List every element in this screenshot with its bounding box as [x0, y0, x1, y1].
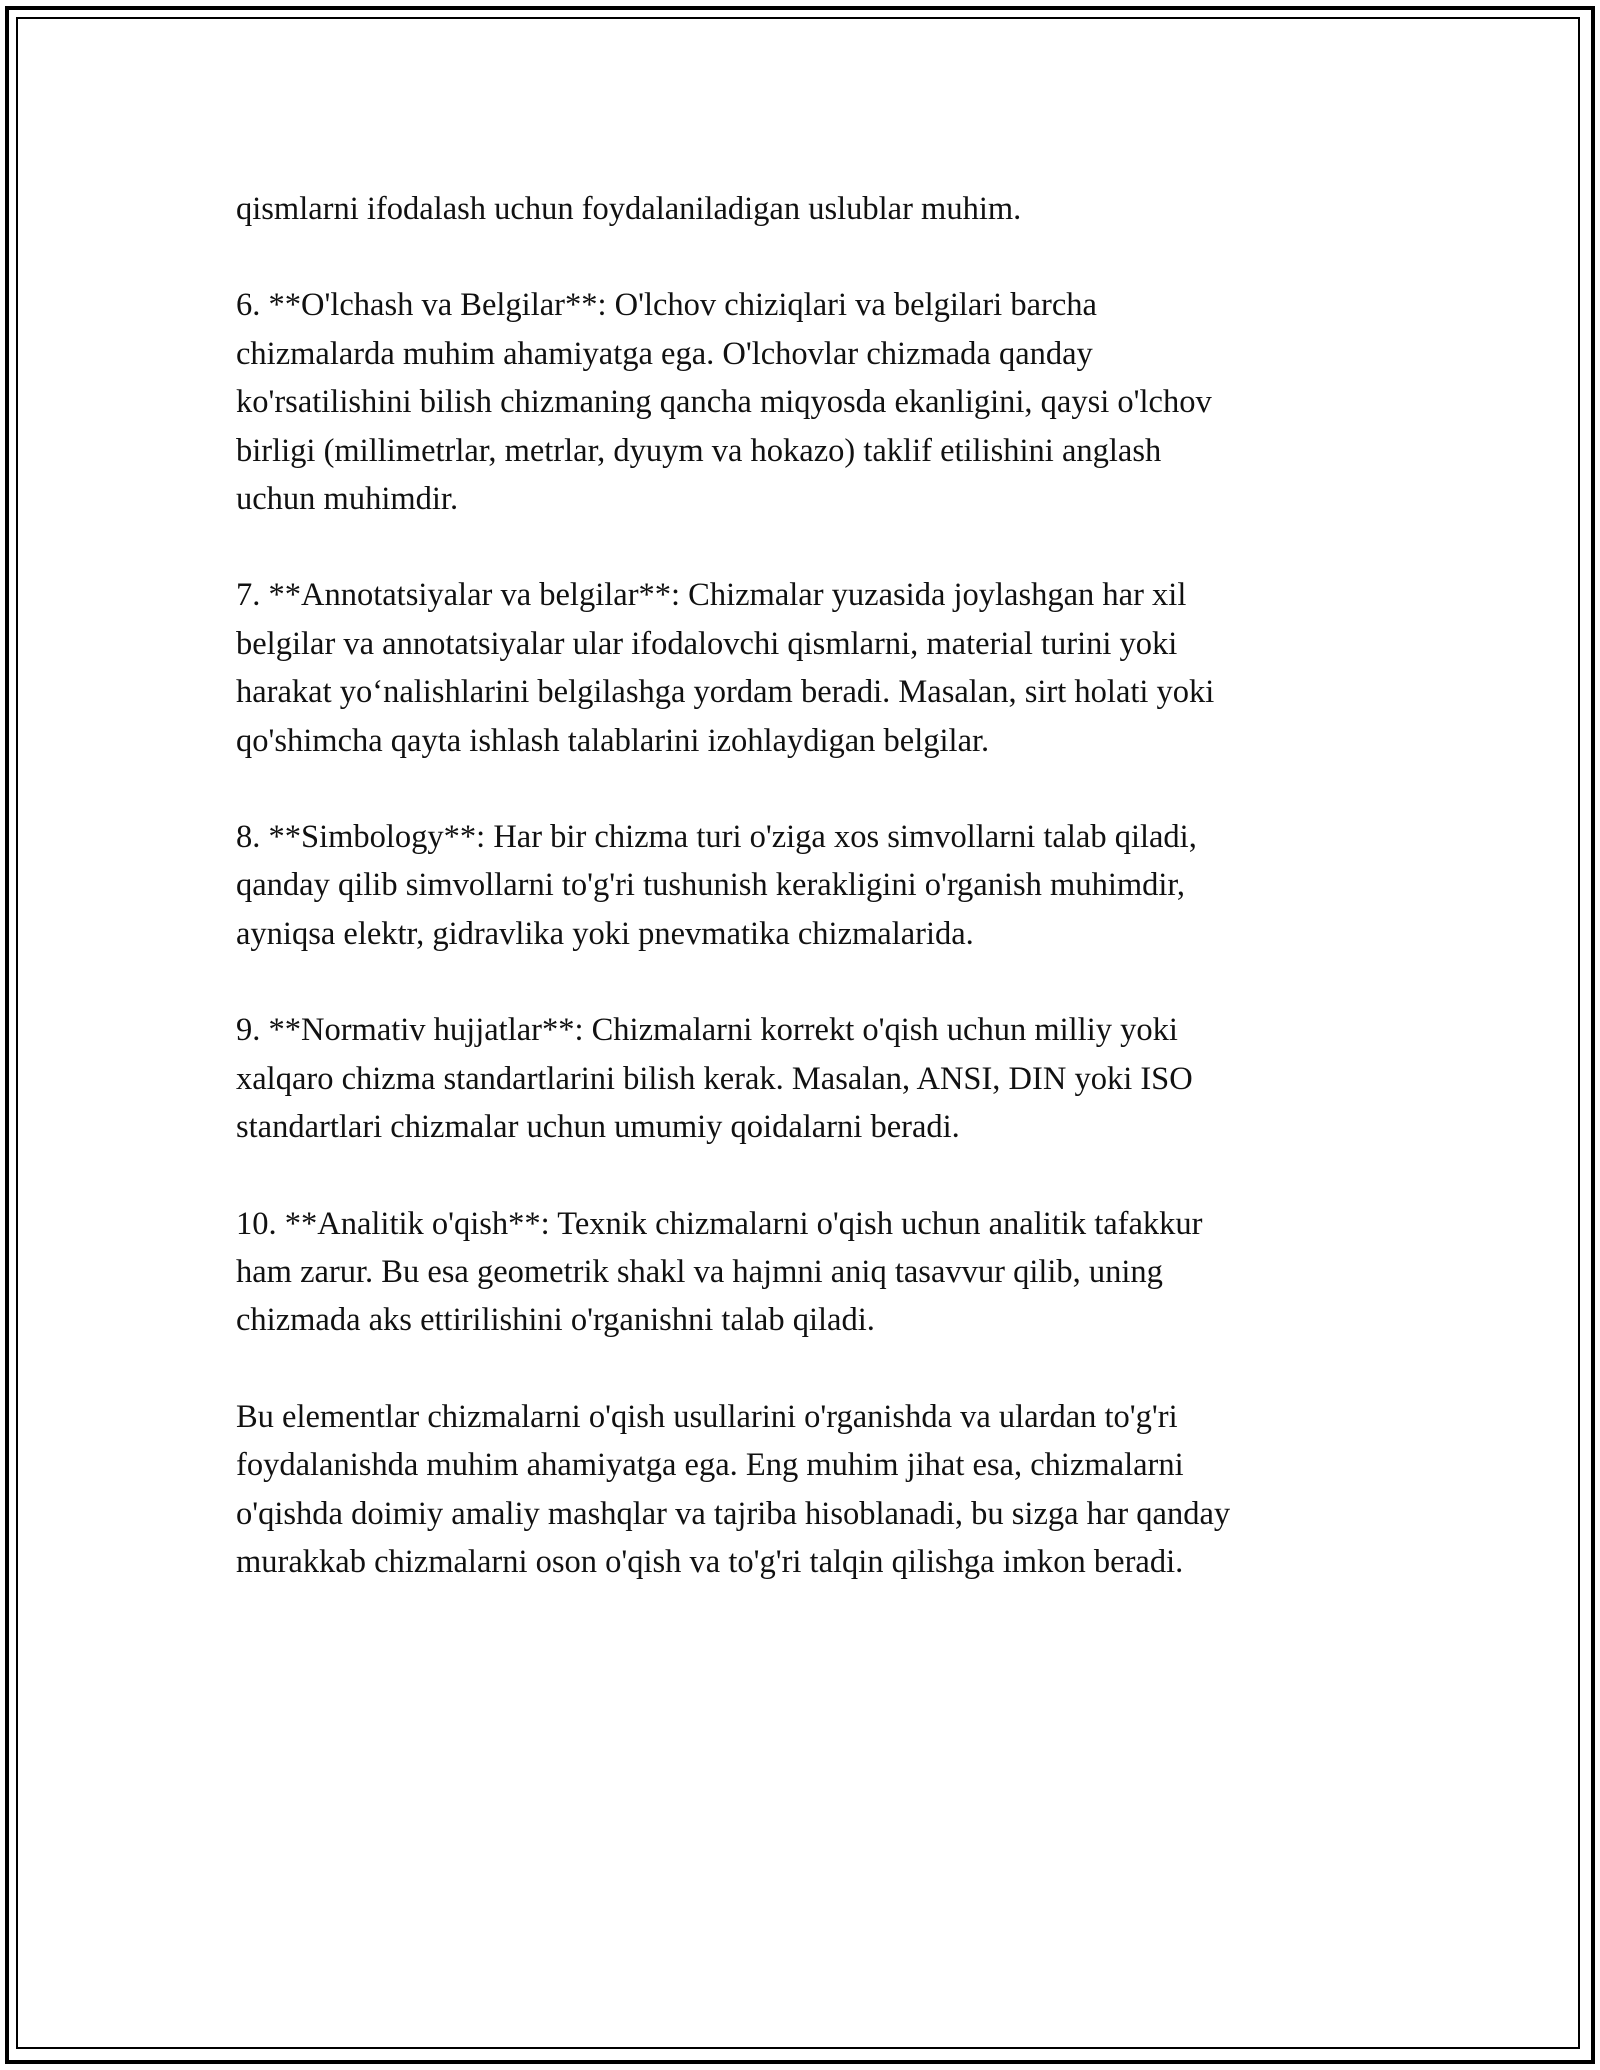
paragraph-item-8: 8. **Simbology**: Har bir chizma turi o'ziga xos simvollarni talab qiladi, qanday qilib simvollarni to'g'ri tushunish kerakligini o'rganish muhimdir, ayniqsa elektr, gidravlika yoki pnevmatika chizmalarida. [236, 819, 1197, 952]
paragraph-conclusion: Bu elementlar chizmalarni o'qish usullarini o'rganishda va ulardan to'g'ri foydalanishda muhim ahamiyatga ega. Eng muhim jihat esa, chizmalarni o'qishda doimiy amaliy mashqlar va tajriba hisoblanadi, bu sizga har qanday murakkab chizmalarni oson o'qish va to'g'ri talqin qilishga imkon beradi. [236, 1398, 1231, 1580]
paragraph-item-6: 6. **O'lchash va Belgilar**: O'lchov chiziqlari va belgilari barcha chizmalarda muhim ahamiyatga ega. O'lchovlar chizmada qanday ko'rsatilishini bilish chizmaning qancha miqyosda ekanligini, qaysi o'lchov birligi (millimetrlar, metrlar, dyuym va hokazo) taklif etilishini anglash uchun muhimdir. [236, 287, 1212, 518]
paragraph-item-7: 7. **Annotatsiyalar va belgilar**: Chizmalar yuzasida joylashgan har xil belgilar va annotatsiyalar ular ifodalovchi qismlarni, material turini yoki harakat yo‘nalishlarini belgilashga yordam beradi. Masalan, sirt holati yoki qo'shimcha qayta ishlash talablarini izohlaydigan belgilar. [236, 577, 1215, 759]
paragraph-continuation: qismlarni ifodalash uchun foydalaniladigan uslublar muhim. [236, 191, 1022, 227]
paragraph-item-9: 9. **Normativ hujjatlar**: Chizmalarni korrekt o'qish uchun milliy yoki xalqaro chizma standartlarini bilish kerak. Masalan, ANSI, DIN yoki ISO standartlari chizmalar uchun umumiy qoidalarni beradi. [236, 1012, 1193, 1146]
paragraph-item-10: 10. **Analitik o'qish**: Texnik chizmalarni o'qish uchun analitik tafakkur ham zarur. Bu esa geometrik shakl va hajmni aniq tasavvur qilib, uning chizmada aks ettirilishini o'rganishni talab qiladi. [236, 1205, 1203, 1339]
document-body [236, 185, 1376, 1586]
